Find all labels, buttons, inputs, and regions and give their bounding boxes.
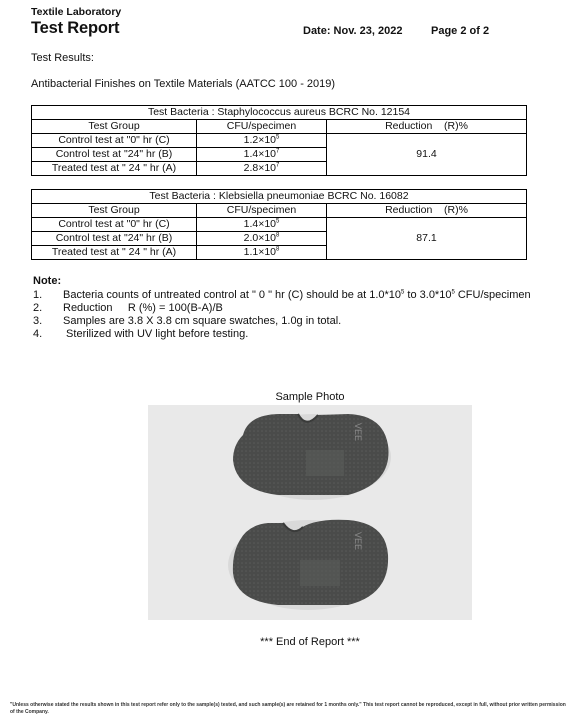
- note-item: 1. Bacteria counts of untreated control at " 0 " hr (C) should be at $1.0*10^5$ to $3.0*10^5$ CFU/specimen: [33, 289, 531, 301]
- column-header: Test Group: [32, 204, 197, 218]
- svg-text:VEE: VEE: [353, 423, 363, 442]
- reduction-cell: 87.1: [327, 218, 527, 260]
- lab-name: Textile Laboratory: [31, 6, 122, 18]
- note-title: Note:: [33, 275, 62, 287]
- note-item: 2. Reduction R (%) = 100(B-A)/B: [33, 302, 223, 314]
- cfu-cell: $1.4\times 10^7$: [197, 148, 327, 162]
- table-title: Test Bacteria : Staphylococcus aureus BCRC No. 12154: [32, 106, 527, 120]
- test-results-label: Test Results:: [31, 52, 94, 64]
- sock-bottom: [228, 520, 388, 610]
- table-row: [32, 134, 527, 148]
- sock-top: [233, 414, 391, 500]
- cfu-cell: $1.4\times 10^5$: [197, 218, 327, 232]
- test-group-cell: Treated test at " 24 " hr (A): [32, 246, 197, 260]
- column-header: CFU/specimen: [197, 120, 327, 134]
- end-of-report: *** End of Report ***: [260, 636, 360, 648]
- report-date: Date: Nov. 23, 2022: [303, 25, 403, 37]
- column-header: CFU/specimen: [197, 204, 327, 218]
- column-header: Test Group: [32, 120, 197, 134]
- test-group-cell: Treated test at " 24 " hr (A): [32, 162, 197, 176]
- svg-text:VEE: VEE: [353, 532, 363, 551]
- note-item: 4. Sterilized with UV light before testing.: [33, 328, 249, 340]
- report-title: Test Report: [31, 19, 120, 37]
- test-group-cell: Control test at "0" hr (C): [32, 218, 197, 232]
- test-group-cell: Control test at "24" hr (B): [32, 148, 197, 162]
- reduction-cell: 91.4: [327, 134, 527, 176]
- cfu-cell: $1.1\times 10^8$: [197, 246, 327, 260]
- note-number: 3.: [33, 315, 43, 327]
- table-title: Test Bacteria : Klebsiella pneumoniae BCRC No. 16082: [32, 190, 527, 204]
- cfu-cell: $1.2\times 10^5$: [197, 134, 327, 148]
- results-table-staphylococcus: [31, 105, 527, 176]
- test-group-cell: Control test at "0" hr (C): [32, 134, 197, 148]
- column-header: Reduction (R)%: [327, 120, 527, 134]
- disclaimer-footer: "Unless otherwise stated the results shown in this test report refer only to the sample(s) tested, and such sample(s) are retained for 1 months only." This test report cannot be reproduced, except in full, without prior written permission of the Company.: [10, 702, 566, 715]
- note-item: 3. Samples are 3.8 X 3.8 cm square swatches, 1.0g in total.: [33, 315, 342, 327]
- note-number: 2.: [33, 302, 43, 314]
- sample-photo: [148, 405, 472, 620]
- results-table-klebsiella: [31, 189, 527, 260]
- cfu-cell: $2.8\times 10^7$: [197, 162, 327, 176]
- test-group-cell: Control test at "24" hr (B): [32, 232, 197, 246]
- table-row: [32, 218, 527, 232]
- page-number: Page 2 of 2: [431, 25, 490, 37]
- note-number: 1.: [33, 289, 43, 301]
- photo-caption: Sample Photo: [275, 391, 345, 403]
- column-header: Reduction (R)%: [327, 204, 527, 218]
- sock-pair-image: [148, 405, 472, 620]
- cfu-cell: $2.0\times 10^8$: [197, 232, 327, 246]
- test-method: Antibacterial Finishes on Textile Materials (AATCC 100 - 2019): [31, 78, 336, 90]
- note-number: 4.: [33, 328, 43, 340]
